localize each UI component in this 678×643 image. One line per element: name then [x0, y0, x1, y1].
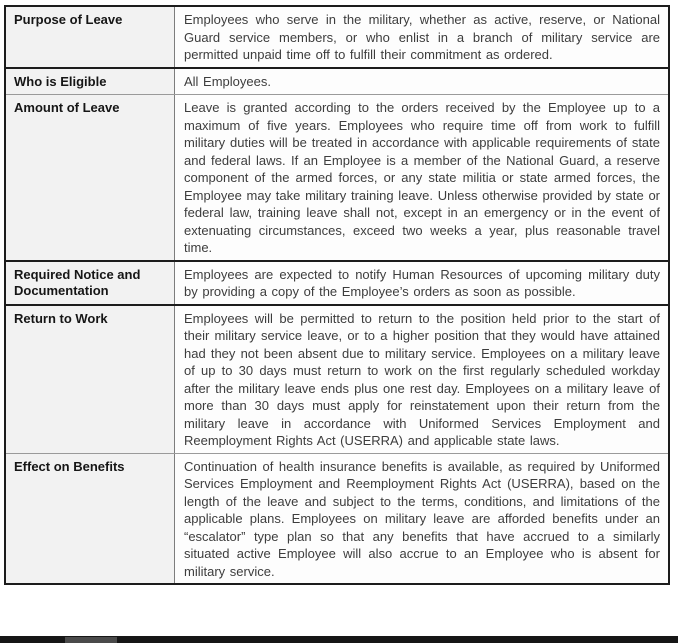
row-label: Effect on Benefits — [6, 454, 174, 584]
row-content: Leave is granted according to the orders received by the Employee up to a maximum of five years. Employees who require time off from work to fulfill military duties will be treated in accordance with applicable requirements of state and federal laws. If an Employee is a member of the National Guard, a reserve component of the armed forces, or any state militia or state armed forces, the Employee may take military training leave. Unless otherwise provided by state or federal law, training leave shall not, except in an emergency or in the event of extenuating circumstances, exceed two weeks a year, plus reasonable travel time. — [174, 95, 668, 260]
row-label: Purpose of Leave — [6, 7, 174, 67]
row-content: Continuation of health insurance benefits is available, as required by Uniformed Services Employment and Reemployment Rights Act (USERRA), based on the length of the leave and subject to the terms, conditions, and limitations of the applicable plans. Employees on military leave are afforded benefits under an “escalator” type plan so that any benefits that have accrued to a similarly situated active Employee will also accrue to an Employee who is absent for military service. — [174, 454, 668, 584]
row-who-is-eligible — [6, 69, 668, 96]
row-label: Amount of Leave — [6, 95, 174, 260]
policy-table — [4, 5, 670, 585]
row-label: Return to Work — [6, 306, 174, 453]
row-required-notice-and-documentation — [6, 262, 668, 306]
horizontal-scrollbar[interactable] — [0, 636, 678, 643]
row-content: Employees are expected to notify Human Resources of upcoming military duty by providing a copy of the Employee’s orders as soon as possible. — [174, 262, 668, 304]
row-label: Required Notice and Documentation — [6, 262, 174, 304]
row-effect-on-benefits — [6, 454, 668, 584]
scrollbar-thumb[interactable] — [65, 637, 117, 643]
row-amount-of-leave — [6, 95, 668, 262]
row-purpose-of-leave — [6, 7, 668, 69]
row-content: Employees will be permitted to return to the position held prior to the start of their military service leave, or to a higher position that they would have attained had they not been absent due to military service. Employees on a military leave of up to 30 days must return to work on the first regularly scheduled workday after the military leave ends plus one rest day. Employees on a military leave of more than 30 days must apply for reinstatement upon their return from the military leave in accordance with Uniformed Services Employment and Reemployment Rights Act (USERRA) and applicable state laws. — [174, 306, 668, 453]
row-return-to-work — [6, 306, 668, 454]
row-content: Employees who serve in the military, whether as active, reserve, or National Guard service members, or who enlist in a branch of military service are permitted unpaid time off to fulfill their commitment as ordered. — [174, 7, 668, 67]
row-content: All Employees. — [174, 69, 668, 95]
row-label: Who is Eligible — [6, 69, 174, 95]
